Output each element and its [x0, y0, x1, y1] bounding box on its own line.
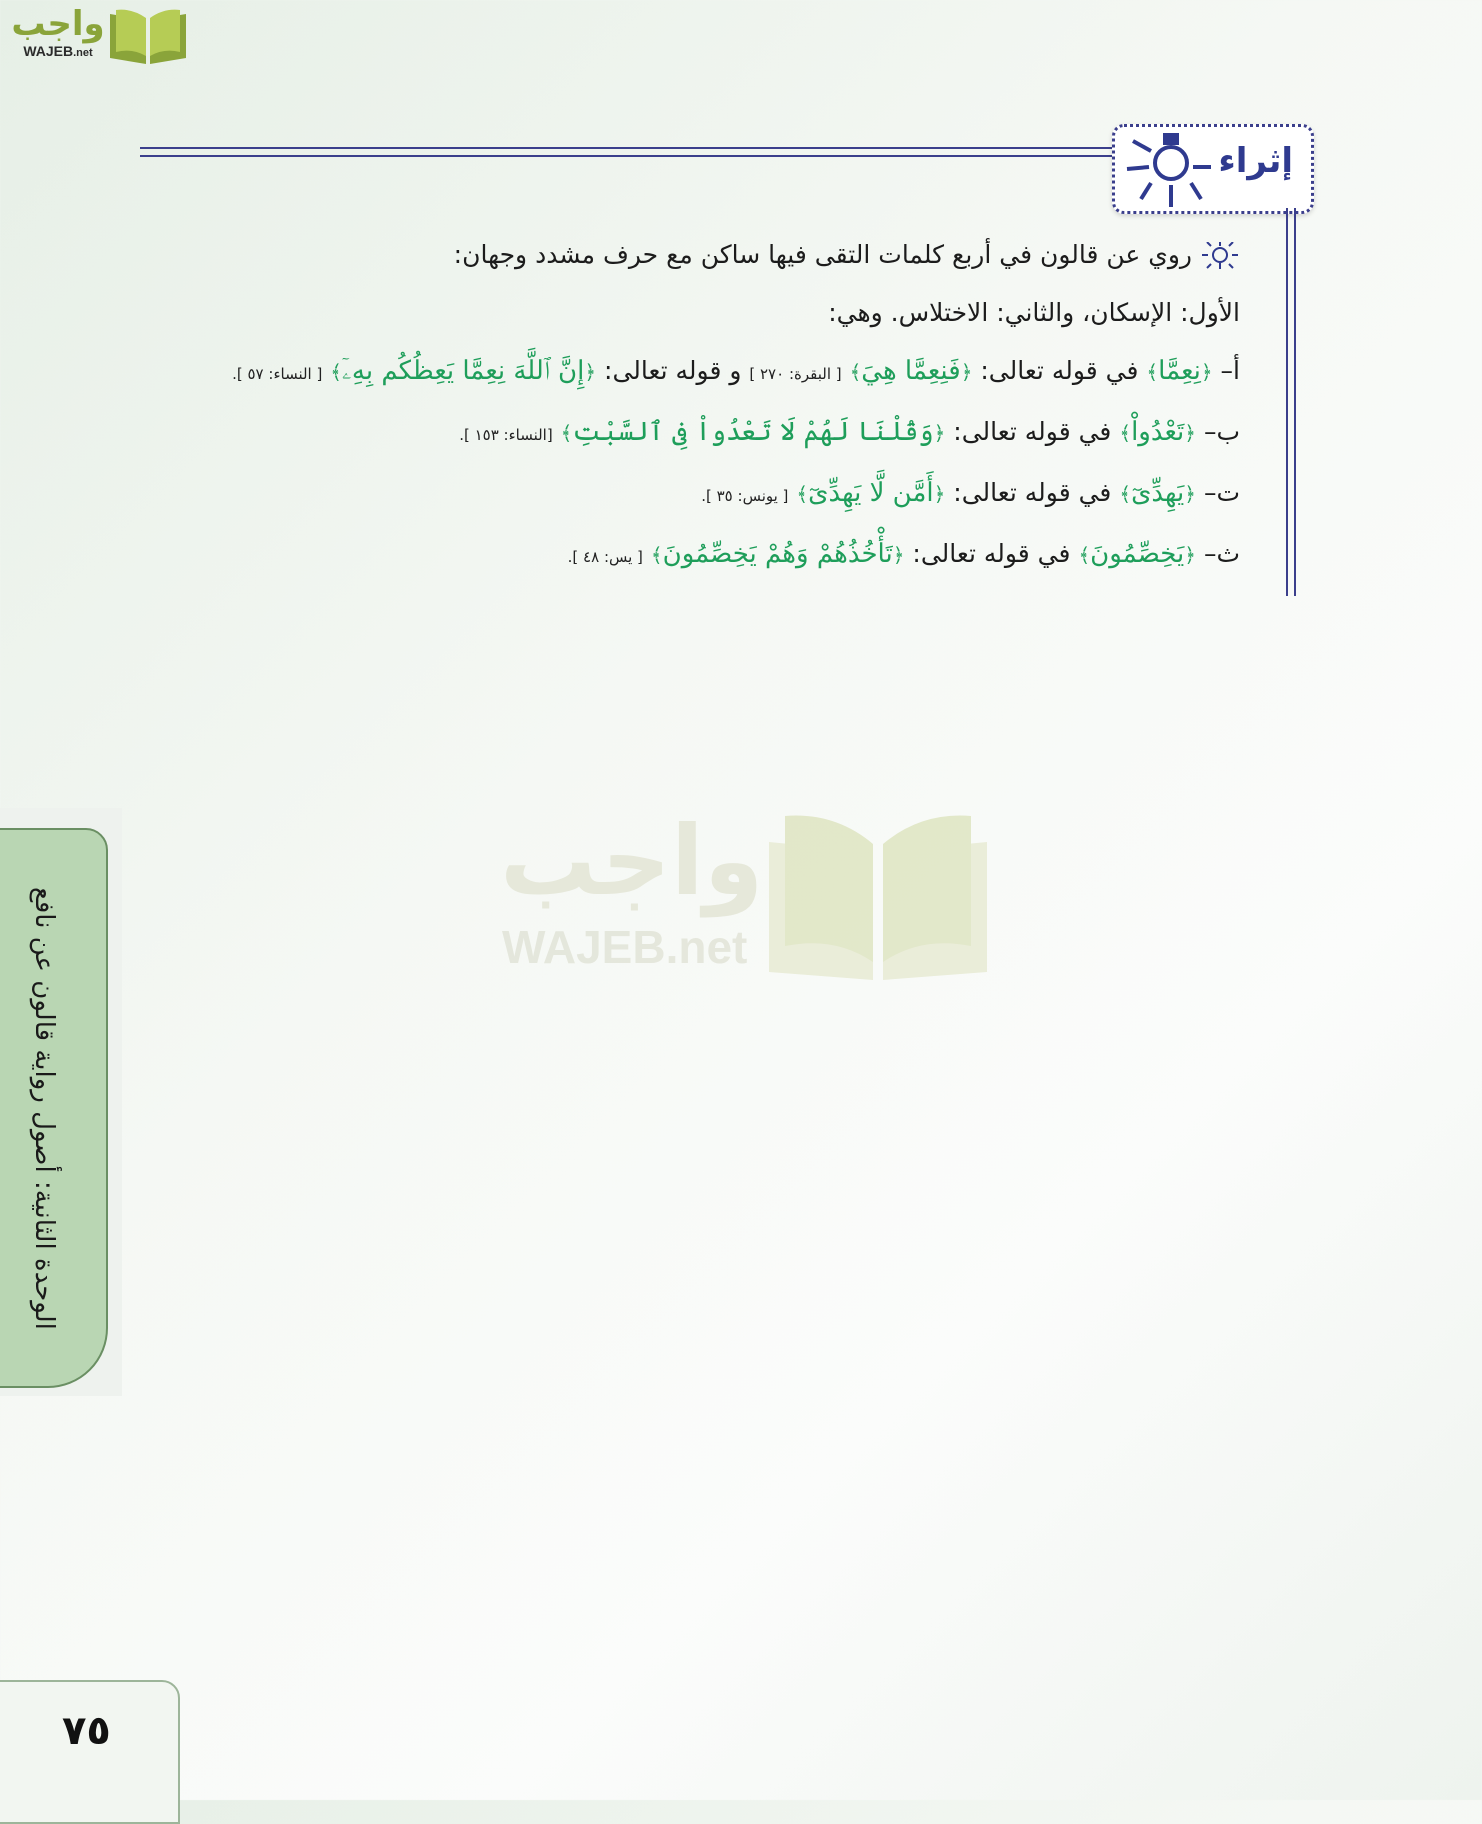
- section-header-box: [1112, 124, 1314, 214]
- item-connector: و قوله تعالى:: [604, 356, 742, 385]
- enrichment-content: [140, 226, 1240, 586]
- item-reference: [ يس: ٤٨ ].: [567, 548, 643, 566]
- item-phrase: في قوله تعالى:: [953, 417, 1112, 446]
- item-verse: أَمَّن لَّا يَهِدِّىٓ: [808, 478, 934, 508]
- section-title: إثراء: [1218, 141, 1293, 181]
- logo-english: WAJEB.net: [23, 43, 93, 59]
- item-phrase: في قوله تعالى:: [980, 356, 1139, 385]
- watermark-arabic: واجب: [500, 805, 764, 917]
- list-item: ب– ﴿تَعْدُواْ﴾ في قوله تعالى: ﴿وَقُلْنَا لَهُمْ لَا تَعْدُواْ فِى ٱلسَّبْتِ﴾ [النساء: ١٥٣ ].: [459, 417, 1240, 447]
- item-word: يَخِصِّمُونَ: [1090, 539, 1185, 569]
- watermark: [490, 805, 1000, 992]
- item-reference: [ يونس: ٣٥ ].: [701, 487, 789, 505]
- item-word: تَعْدُواْ: [1131, 417, 1185, 447]
- item-verse: تَأْخُذُهُمْ وَهُمْ يَخِصِّمُونَ: [662, 539, 893, 569]
- item-verse: وَقُلْنَا لَهُمْ لَا تَعْدُواْ فِى ٱلسَّبْتِ: [572, 417, 934, 447]
- unit-tab-panel: [0, 828, 108, 1388]
- logo-arabic: واجب: [11, 4, 105, 44]
- item-letter: ب–: [1203, 417, 1240, 446]
- faces-line: الأول: الإسكان، والثاني: الاختلاس. وهي:: [828, 298, 1240, 327]
- intro-text: روي عن قالون في أربع كلمات التقى فيها ساكن مع حرف مشدد وجهان:: [453, 240, 1192, 269]
- item-reference: [ البقرة: ٢٧٠ ]: [749, 365, 842, 383]
- list-item: أ– ﴿نِعِمَّا﴾ في قوله تعالى: ﴿فَنِعِمَّا هِيَ﴾ [ البقرة: ٢٧٠ ] و قوله تعالى: ﴿إِنَّ ٱللَّهَ نِعِمَّا يَعِظُكُم بِهِۦٓ﴾ [ النساء: ٥٧ ].: [232, 356, 1240, 386]
- item-phrase: في قوله تعالى:: [953, 478, 1112, 507]
- unit-title: الوحدة الثانية: أصول رواية قالون عن نافع: [29, 886, 59, 1330]
- book-logo-icon: [108, 6, 188, 66]
- list-item: ث– ﴿يَخِصِّمُونَ﴾ في قوله تعالى: ﴿تَأْخُذُهُمْ وَهُمْ يَخِصِّمُونَ﴾ [ يس: ٤٨ ].: [567, 539, 1240, 569]
- wajeb-logo[interactable]: [8, 4, 190, 68]
- small-lightbulb-icon: [1200, 242, 1240, 270]
- logo-text: [8, 4, 108, 60]
- item-letter: ث–: [1203, 539, 1240, 568]
- item-letter: أ–: [1220, 356, 1240, 385]
- list-item: ت– ﴿يَهِدِّىٓ﴾ في قوله تعالى: ﴿أَمَّن لَّا يَهِدِّىٓ﴾ [ يونس: ٣٥ ].: [701, 478, 1240, 508]
- item-word: نِعِمَّا: [1158, 356, 1201, 386]
- item-reference: [النساء: ١٥٣ ].: [459, 426, 553, 444]
- watermark-english: WAJEB.net: [502, 921, 748, 973]
- item-verse-second: إِنَّ ٱللَّهَ نِعِمَّا يَعِظُكُم بِهِۦٓ: [342, 356, 585, 386]
- item-phrase: في قوله تعالى:: [912, 539, 1071, 568]
- item-verse: فَنِعِمَّا هِيَ: [861, 356, 961, 386]
- section-side-rule: [1286, 208, 1296, 596]
- page-number: ٧٥: [62, 1708, 111, 1754]
- item-reference-second: [ النساء: ٥٧ ].: [232, 365, 323, 383]
- section-top-rule: [140, 147, 1115, 157]
- watermark-book-icon: [765, 812, 991, 982]
- unit-side-tab: [0, 808, 122, 1396]
- item-letter: ت–: [1203, 478, 1240, 507]
- item-word: يَهِدِّىٓ: [1131, 478, 1185, 508]
- intro-line: [140, 226, 1240, 284]
- lightbulb-icon: [1121, 127, 1213, 211]
